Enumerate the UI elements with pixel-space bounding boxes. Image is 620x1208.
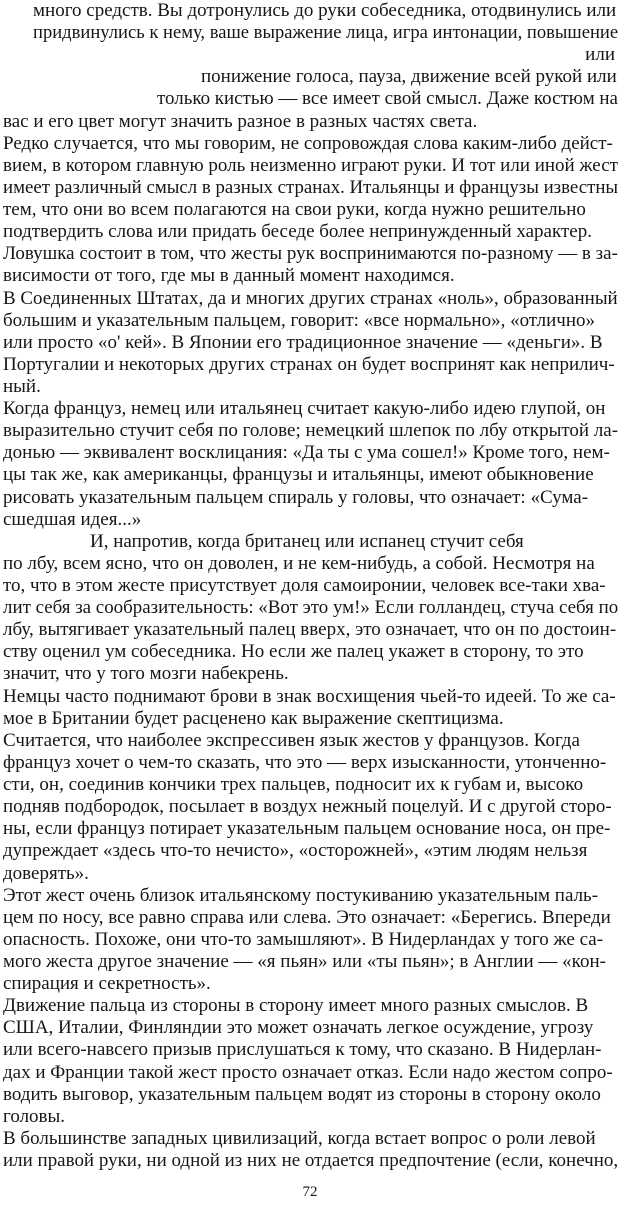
text-line: выразительно стучит себя по голове; немецкий шлепок по лбу открытой ла-	[3, 420, 619, 441]
text-line: сти, он, соединив кончики трех пальцев, подносит их к губам и, высоко	[3, 774, 584, 795]
text-line: доверять».	[3, 863, 89, 884]
text-line: только кистью — все имеет свой смысл. Даже костюм на	[157, 88, 618, 109]
text-line: Португалии и некоторых других странах он будет воспринят как неприлич-	[3, 354, 615, 375]
text-line: по лбу, всем ясно, что он доволен, и не кем-нибудь, а собой. Несмотря на	[3, 553, 595, 574]
text-line: понижение голоса, пауза, движение всей рукой или	[201, 66, 617, 87]
text-line: мого жеста другое значение — «я пьян» или «ты пьян»; в Англии — «кон-	[3, 951, 606, 972]
text-line: опасность. Похоже, они что-то замышляют». В Нидерландах у того же са-	[3, 929, 604, 950]
text-line: француз хочет о чем-то сказать, что это — верх изысканности, утонченно-	[3, 752, 607, 773]
text-line: цы так же, как американцы, французы и итальянцы, имеют обыкновение	[3, 464, 594, 485]
text-line: В большинстве западных цивилизаций, когда встает вопрос о роли левой	[3, 1128, 596, 1149]
text-line: Редко случается, что мы говорим, не сопровождая слова каким-либо дейст-	[3, 133, 613, 154]
text-line: Когда француз, немец или итальянец считает какую-либо идею глупой, он	[3, 398, 606, 419]
text-line: или всего-навсего призыв прислушаться к тому, что сказано. В Нидерлан-	[3, 1039, 602, 1060]
text-line: Движение пальца из стороны в сторону имеет много разных смыслов. В	[3, 995, 589, 1016]
text-line: придвинулись к нему, ваше выражение лица, игра интонации, повышение	[33, 22, 619, 43]
text-line: сшедшая идея...»	[3, 509, 142, 530]
text-line: ны, если француз потирает указательным пальцем основание носа, он пре-	[3, 818, 611, 839]
text-line: дах и Франции такой жест просто означает отказ. Если надо жестом сопро-	[3, 1062, 613, 1083]
text-line: висимости от того, где мы в данный момент находимся.	[3, 265, 455, 286]
text-line: или правой руки, ни одной из них не отдается предпочтение (если, конечно,	[3, 1150, 619, 1171]
text-line: тем, что они во всем полагаются на свои руки, когда нужно решительно	[3, 199, 586, 220]
text-line: Ловушка состоит в том, что жесты рук воспринимаются по-разному — в за-	[3, 243, 618, 264]
page-number: 72	[302, 1184, 318, 1200]
text-line: большим и указательным пальцем, говорит: «все нормально», «отлично»	[3, 310, 596, 331]
text-line: или	[585, 44, 615, 65]
text-line: спирация и секретность».	[3, 973, 211, 994]
text-line: головы.	[3, 1106, 66, 1127]
text-line: имеет различный смысл в разных странах. Итальянцы и французы известны	[3, 177, 619, 198]
text-line: В Соединенных Штатах, да и многих других странах «ноль», образованный	[3, 288, 618, 309]
text-line: то, что в этом жесте присутствует доля самоиронии, человек все-таки хва-	[3, 575, 606, 596]
text-line: цем по носу, все равно справа или слева. Это означает: «Берегись. Впереди	[3, 907, 611, 928]
text-line: подняв подбородок, посылает в воздух нежный поцелуй. И с другой сторо-	[3, 796, 612, 817]
text-line: мое в Британии будет расценено как выражение скептицизма.	[3, 708, 504, 729]
text-line: подтвердить слова или придать беседе более непринужденный характер.	[3, 221, 592, 242]
text-line: вием, в котором главную роль неизменно играют руки. И тот или иной жест	[3, 155, 618, 176]
text-line: ный.	[3, 376, 41, 397]
text-line: много средств. Вы дотронулись до руки собеседника, отодвинулись или	[33, 0, 617, 21]
text-line: Считается, что наиболее экспрессивен язык жестов у французов. Когда	[3, 730, 580, 751]
text-line: значит, что у того мозги набекрень.	[3, 663, 289, 684]
text-line: вас и его цвет могут значить разное в разных частях света.	[3, 111, 478, 132]
text-line: И, напротив, когда британец или испанец стучит себя	[90, 531, 524, 552]
text-line: дупреждает «здесь что-то нечисто», «осторожней», «этим людям нельзя	[3, 840, 588, 861]
text-line: или просто «о' кей». В Японии его традиционное значение — «деньги». В	[3, 332, 603, 353]
text-line: Этот жест очень близок итальянскому постукиванию указательным паль-	[3, 885, 599, 906]
text-line: ству оценил ум собеседника. Но если же палец укажет в сторону, то это	[3, 641, 584, 662]
text-line: рисовать указательным пальцем спираль у головы, что означает: «Сума-	[3, 487, 589, 508]
text-line: водить выговор, указательным пальцем водят из стороны в сторону около	[3, 1084, 601, 1105]
text-line: Немцы часто поднимают брови в знак восхищения чьей-то идеей. То же са-	[3, 686, 616, 707]
text-line: донью — эквивалент восклицания: «Да ты с ума сошел!» Кроме того, нем-	[3, 442, 610, 463]
text-line: США, Италии, Финляндии это может означать легкое осуждение, угрозу	[3, 1017, 594, 1038]
text-line: лит себя за сообразительность: «Вот это ум!» Если голландец, стуча себя по	[3, 597, 619, 618]
text-line: лбу, вытягивает указательный палец вверх, это означает, что он по достоин-	[3, 619, 617, 640]
